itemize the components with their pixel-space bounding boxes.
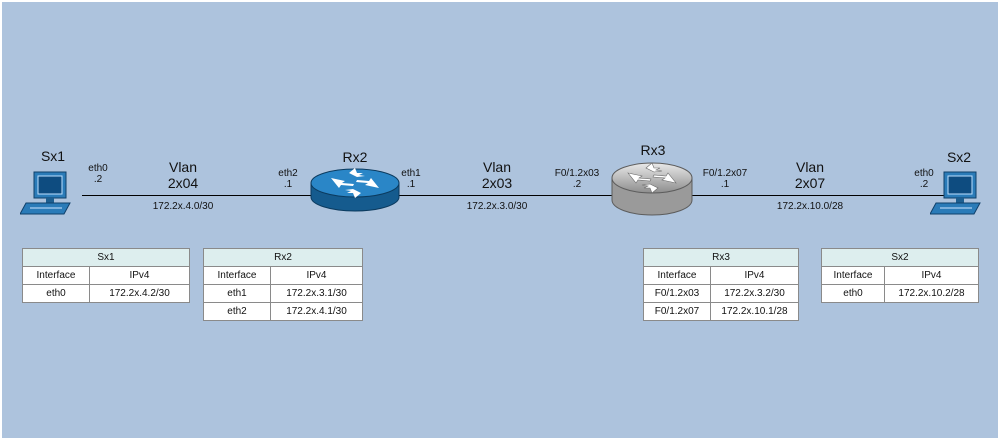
interface-cell: eth2 [204,303,271,321]
column-header: IPv4 [271,267,363,285]
port-name: eth2 [278,168,298,179]
table-row [644,285,799,303]
ip-table-rx2 [203,248,363,321]
column-header: Interface [204,267,271,285]
table-row [822,285,979,303]
table-title: Rx2 [204,249,363,267]
link-rx2-rx3 [399,195,616,196]
network-address: 172.2x.4.0/30 [152,201,214,212]
port-rx2-eth1 [401,168,420,190]
table-header-row [23,267,190,285]
table-row [204,303,363,321]
port-ip: .2 [919,179,929,190]
sx1-name: Sx1 [40,148,66,164]
port-name: eth0 [914,168,934,179]
rx2-name: Rx2 [342,149,368,165]
table-header-row [644,267,799,285]
port-sx2-eth0 [914,168,933,190]
port-ip: .1 [406,179,416,190]
table-header-row [204,267,363,285]
interface-cell: F0/1.2x03 [644,285,711,303]
vlan-2x03-label [482,159,512,191]
vlan-2x04-label [168,159,198,191]
link-sx1-rx2 [82,195,312,196]
port-name: F0/1.2x07 [702,168,748,179]
table-title: Sx2 [822,249,979,267]
column-header: IPv4 [711,267,799,285]
interface-cell: eth0 [23,285,90,303]
table-title-row [644,249,799,267]
column-header: Interface [644,267,711,285]
vlan-word: Vlan [482,159,512,175]
table-title: Rx3 [644,249,799,267]
vlan-id: 2x07 [794,175,826,191]
table-header-row [822,267,979,285]
port-rx2-eth2 [278,168,297,190]
ip-table-sx1 [22,248,190,303]
rx3-name: Rx3 [640,142,666,158]
table-title-row [204,249,363,267]
port-name: eth0 [88,163,108,174]
vlan-id: 2x03 [481,175,513,191]
port-ip: .1 [283,179,293,190]
table-row [23,285,190,303]
table-title-row [822,249,979,267]
ipv4-cell: 172.2x.3.2/30 [711,285,799,303]
table-title: Sx1 [23,249,190,267]
vlan-word: Vlan [168,159,198,175]
port-ip: .2 [572,179,582,190]
vlan-id: 2x04 [167,175,199,191]
table-row [204,285,363,303]
ip-table-rx3 [643,248,799,321]
column-header: Interface [23,267,90,285]
ipv4-cell: 172.2x.3.1/30 [271,285,363,303]
port-sx1-eth0 [88,163,107,185]
column-header: IPv4 [90,267,190,285]
router-icon [610,160,694,218]
port-name: F0/1.2x03 [554,168,600,179]
network-address: 172.2x.10.0/28 [776,201,844,212]
vlan-2x07-label [795,159,825,191]
router-icon [309,165,401,215]
sx2-name: Sx2 [946,149,972,165]
table-title-row [23,249,190,267]
interface-cell: eth1 [204,285,271,303]
ipv4-cell: 172.2x.4.2/30 [90,285,190,303]
column-header: IPv4 [885,267,979,285]
ipv4-cell: 172.2x.10.2/28 [885,285,979,303]
workstation-icon [930,170,992,218]
table-row [644,303,799,321]
port-ip: .2 [93,174,103,185]
workstation-icon [20,170,82,218]
ipv4-cell: 172.2x.10.1/28 [711,303,799,321]
interface-cell: eth0 [822,285,885,303]
port-rx3-f0-1-2x07 [703,168,747,190]
ipv4-cell: 172.2x.4.1/30 [271,303,363,321]
port-name: eth1 [401,168,421,179]
vlan-word: Vlan [795,159,825,175]
link-rx3-sx2 [690,195,944,196]
column-header: Interface [822,267,885,285]
network-diagram [2,2,998,438]
interface-cell: F0/1.2x07 [644,303,711,321]
network-address: 172.2x.3.0/30 [466,201,528,212]
port-ip: .1 [720,179,730,190]
ip-table-sx2 [821,248,979,303]
port-rx3-f0-1-2x03 [555,168,599,190]
